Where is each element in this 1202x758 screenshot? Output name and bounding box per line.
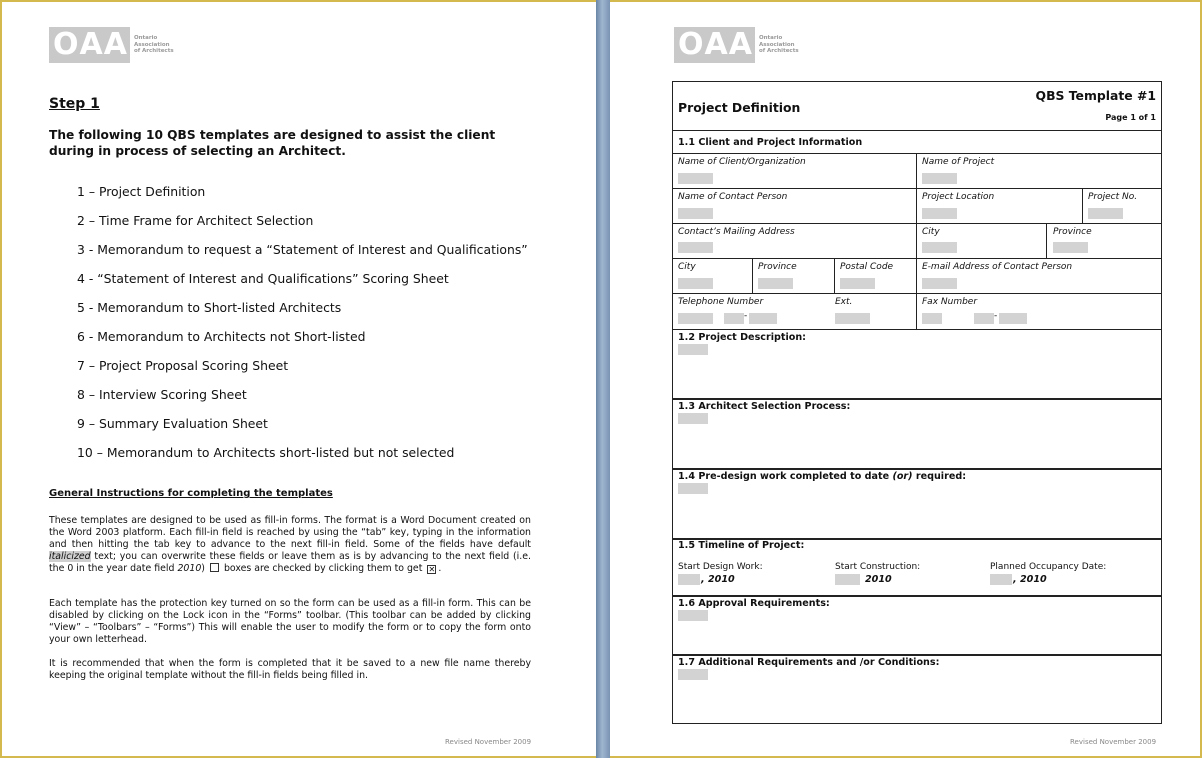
list-item: 2 – Time Frame for Architect Selection [77,213,314,228]
list-item: 5 - Memorandum to Short-listed Architects [77,300,342,315]
instructions-paragraph-1: These templates are designed to be used as fill-in forms. The format is a Word Document created on the Word 2003 platform. Each fill-in field is reached by using the “tab” key, typing in the information and then hitting the tab key to advance to the next fill-in field. Some of the fields have default italicized text; you can overwrite these fields or leave them as is by advancing to the next field (i.e. the 0 in the year date field 2010) boxes are checked by clicking them to get ✕ . [49,515,531,574]
section-1-6-heading: 1.6 Approval Requirements: [678,598,830,609]
section-1-5-heading: 1.5 Timeline of Project: [678,540,805,551]
design-start-field[interactable] [678,574,700,585]
page-gutter [596,0,610,758]
list-item: 10 – Memorandum to Architects short-listed but not selected [77,445,455,460]
city-field[interactable] [678,278,713,289]
selection-process-field[interactable] [678,413,708,424]
list-item: 3 - Memorandum to request a “Statement of Interest and Qualifications” [77,242,528,257]
mailing-address-field[interactable] [678,242,713,253]
province-field[interactable] [758,278,793,289]
oaa-logo [49,27,174,63]
oaa-logo-mark: O A A [49,27,130,63]
footer-revised: Revised November 2009 [445,738,532,746]
approval-requirements-field[interactable] [678,610,708,621]
list-item: 7 – Project Proposal Scoring Sheet [77,358,289,373]
intro-text: The following 10 QBS templates are designed to assist the client during in process of selecting an Architect. [49,128,496,158]
project-description-field[interactable] [678,344,708,355]
mailing-city-field[interactable] [922,242,957,253]
phone-ext-field[interactable] [835,313,870,324]
form-title: Project Definition [678,100,801,115]
list-item: 4 - “Statement of Interest and Qualifications” Scoring Sheet [77,271,449,286]
list-item: 8 – Interview Scoring Sheet [77,387,247,402]
project-definition-form: Project Definition QBS Template #1 Page 1 of 1 1.1 Client and Project Information Name of Client/Organization Name of Project Name of Contact Person Project Location Project No. Contact’s Mailing Address City Province City Province Postal Code E-mail Address of Contact Person Telephone Number - Ext. Fax Number - 1.2 Project Description: 1.3 Architect Selection Process: 1.4 Pre-design work completed to date (or) required: 1.5 Timeline of Project: Start Design Work: , 2010 Start Construction: 2010 Planned Occupancy Date: , 2010 1.6 Approval Requirements: 1.7 Additional Requirements and /or Conditions: [672,81,1162,724]
instructions-paragraph-3: It is recommended that when the form is completed that it be saved to a new file name thereby keeping the original template without the fill-in fields being filled in. [49,658,531,681]
fax-prefix-field[interactable] [974,313,994,324]
project-location-field[interactable] [922,208,957,219]
phone-prefix-field[interactable] [724,313,744,324]
template-number: QBS Template #1 [1035,88,1156,103]
checkbox-empty-icon [210,563,219,572]
postal-code-field[interactable] [840,278,875,289]
right-page [610,2,1200,756]
additional-requirements-field[interactable] [678,669,708,680]
oaa-logo-mark: O A A [674,27,755,63]
section-1-2-heading: 1.2 Project Description: [678,332,806,343]
mailing-province-field[interactable] [1053,242,1088,253]
template-list [77,183,528,473]
list-item: 6 - Memorandum to Architects not Short-listed [77,329,366,344]
page-indicator: Page 1 of 1 [1105,113,1156,122]
project-name-field[interactable] [922,173,957,184]
section-1-4-heading: 1.4 Pre-design work completed to date (or) required: [678,471,967,482]
section-1-3-heading: 1.3 Architect Selection Process: [678,401,851,412]
step-title: Step 1 [49,96,100,112]
client-name-field[interactable] [678,173,713,184]
fax-line-field[interactable] [999,313,1027,324]
section-1-1-heading: 1.1 Client and Project Information [678,137,863,148]
email-field[interactable] [922,278,957,289]
instructions-paragraph-2: Each template has the protection key turned on so the form can be used as a fill-in form. This can be disabled by clicking on the Lock icon in the “Forms” toolbar. (This toolbar can be added by clicking “View” – “Toolbars” – “Forms”) This will enable the user to modify the form or to copy the form onto your own letterhead. [49,598,531,645]
contact-person-field[interactable] [678,208,713,219]
checkbox-checked-icon: ✕ [428,565,436,574]
footer-revised: Revised November 2009 [1070,738,1157,746]
oaa-logo-text: Ontario Association of Architects [758,35,799,55]
fax-area-field[interactable] [922,313,942,324]
phone-line-field[interactable] [749,313,777,324]
oaa-logo [674,27,799,63]
list-item: 9 – Summary Evaluation Sheet [77,416,268,431]
instructions-heading: General Instructions for completing the templates [49,488,333,499]
predesign-work-field[interactable] [678,483,708,494]
left-page [2,2,596,756]
list-item: 1 – Project Definition [77,184,206,199]
section-1-7-heading: 1.7 Additional Requirements and /or Conditions: [678,657,940,668]
oaa-logo-text: Ontario Association of Architects [133,35,174,55]
italicized-sample: italicized [49,551,91,562]
phone-area-field[interactable] [678,313,713,324]
project-number-field[interactable] [1088,208,1123,219]
construction-start-field[interactable] [835,574,860,585]
occupancy-date-field[interactable] [990,574,1012,585]
